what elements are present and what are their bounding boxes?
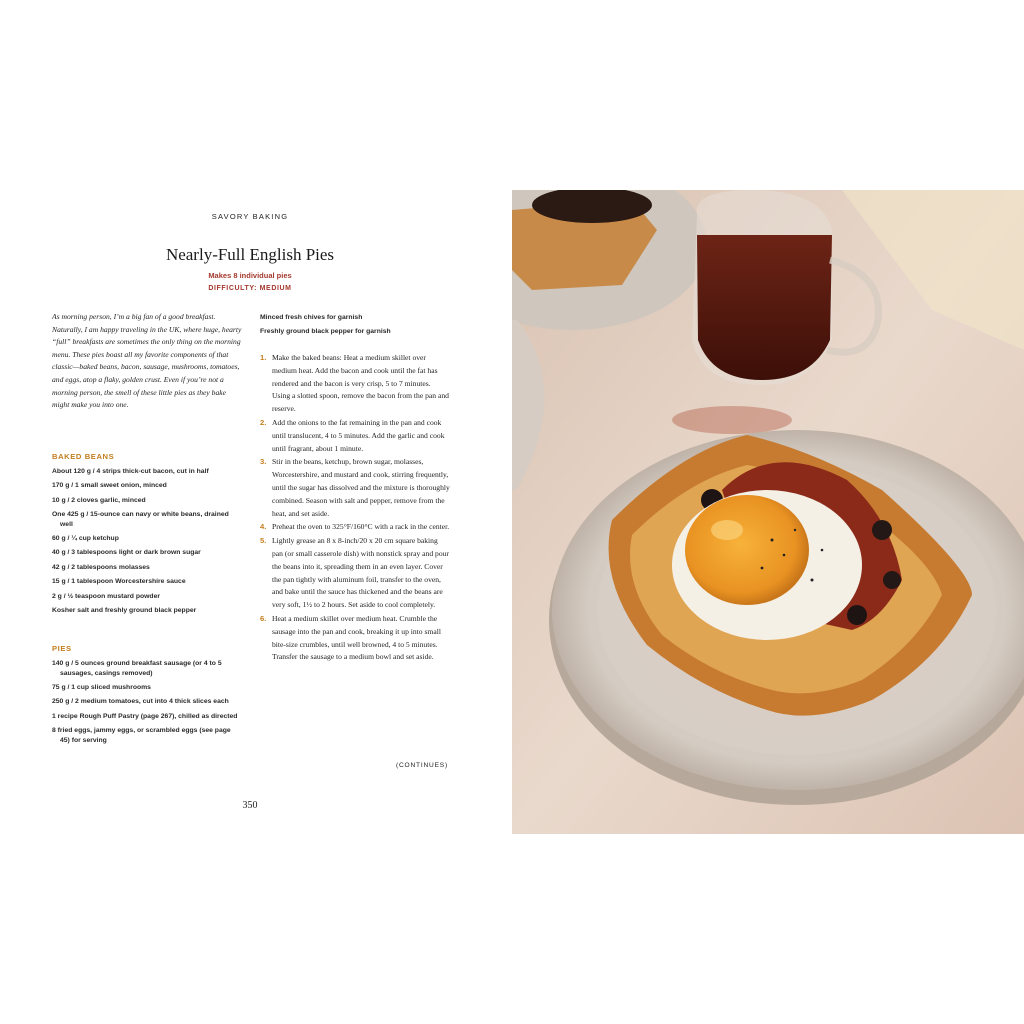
step-text: Make the baked beans: Heat a medium skillet over medium heat. Add the bacon and cook until the fat has rendered and the bacon is very crisp, 5 to 7 minutes. Using a slotted spoon, remove the bacon from the pan and reserve. <box>272 353 449 414</box>
step-number: 4. <box>260 522 267 532</box>
method-step <box>260 613 450 664</box>
recipe-photo <box>512 190 1024 834</box>
ingredient-item: 60 g / ¼ cup ketchup <box>52 535 119 543</box>
step-text: Lightly grease an 8 x 8-inch/20 x 20 cm square baking pan (or small casserole dish) with nonstick spray and pour the beans into it, spreading them in an even layer. Cover the pan tightly with aluminum foil, transfer to the oven, and bake until the sauce has thickened and the beans are very soft, 1½ to 2 hours. Set aside to cool completely. <box>272 536 449 610</box>
step-text: Add the onions to the fat remaining in the pan and cook until translucent, 4 to 5 minutes. Add the garlic and cook until fragrant, about 1 minute. <box>272 417 445 453</box>
step-text: Stir in the beans, ketchup, brown sugar, molasses, Worcestershire, and mustard and cook, stirring frequently, until the sugar has dissolved and the mixture is thoroughly combined. Season with salt and pepper, remove from the heat, and set aside. <box>272 457 450 518</box>
pies-ingredient-list <box>52 659 242 750</box>
ingredient-item: About 120 g / 4 strips thick-cut bacon, cut in half <box>52 468 209 475</box>
method-steps <box>260 352 450 665</box>
method-step <box>260 352 450 416</box>
pies-heading: PIES <box>52 644 72 653</box>
ingredient-item: 170 g / 1 small sweet onion, minced <box>52 482 167 490</box>
intro-paragraph <box>52 311 242 412</box>
recipe-yield: Makes 8 individual pies <box>208 271 292 280</box>
page-number: 350 <box>242 800 258 811</box>
ingredient-item: 8 fried eggs, jammy eggs, or scrambled eggs (see page 45) for serving <box>52 727 231 744</box>
ingredient-item: 250 g / 2 medium tomatoes, cut into 4 thick slices each <box>52 698 229 706</box>
ingredient-item: 40 g / 3 tablespoons light or dark brown sugar <box>52 549 201 557</box>
section-header: SAVORY BAKING <box>211 212 289 221</box>
ingredient-item: 140 g / 5 ounces ground breakfast sausage (or 4 to 5 sausages, casings removed) <box>52 660 222 677</box>
ingredient-item: 42 g / 2 tablespoons molasses <box>52 563 150 571</box>
ingredient-item: 1 recipe Rough Puff Pastry (page 267), chilled as directed <box>52 712 238 720</box>
step-number: 3. <box>260 457 267 467</box>
ingredient-item: Kosher salt and freshly ground black pepper <box>52 607 197 615</box>
step-number: 2. <box>260 417 267 427</box>
method-step <box>260 456 450 520</box>
step-text: Preheat the oven to 325°F/160°C with a rack in the center. <box>272 522 450 532</box>
baked-beans-ingredient-list <box>52 467 242 620</box>
garnish-item: Freshly ground black pepper for garnish <box>260 328 391 335</box>
ingredient-item: 75 g / 1 cup sliced mushrooms <box>52 683 151 691</box>
baked-beans-heading: BAKED BEANS <box>52 452 115 461</box>
step-number: 6. <box>260 613 267 623</box>
method-step <box>260 417 450 455</box>
recipe-title: Nearly-Full English Pies <box>165 245 335 264</box>
method-step <box>260 521 450 534</box>
ingredient-item: One 425 g / 15-ounce can navy or white beans, drained well <box>52 511 229 528</box>
continues-label: (CONTINUES) <box>395 762 448 769</box>
garnish-item: Minced fresh chives for garnish <box>260 314 363 321</box>
step-number: 5. <box>260 536 267 546</box>
recipe-difficulty: DIFFICULTY: MEDIUM <box>208 285 292 292</box>
intro-text: As morning person, I’m a big fan of a good breakfast. Naturally, I am happy traveling in the UK, where huge, hearty “full” breakfasts are sometimes the only thing on the morning menu. These pies boast all my favorite components of that classic—baked beans, bacon, sausage, mushrooms, tomatoes, and eggs, atop a flaky, golden crust. Even if you’re not a morning person, the smell of these little pies as they bake might make you into one. <box>52 312 242 410</box>
ingredient-item: 2 g / ½ teaspoon mustard powder <box>52 592 161 600</box>
ingredient-item: 15 g / 1 tablespoon Worcestershire sauce <box>52 578 186 586</box>
garnish-list <box>260 313 455 341</box>
method-step <box>260 535 450 612</box>
ingredient-item: 10 g / 2 cloves garlic, minced <box>52 496 146 504</box>
step-text: Heat a medium skillet over medium heat. Crumble the sausage into the pan and cook, breaking it up into small bite-size crumbles, until well browned, 4 to 5 minutes. Transfer the sausage to a medium bowl and set aside. <box>272 613 441 662</box>
step-number: 1. <box>260 353 267 362</box>
